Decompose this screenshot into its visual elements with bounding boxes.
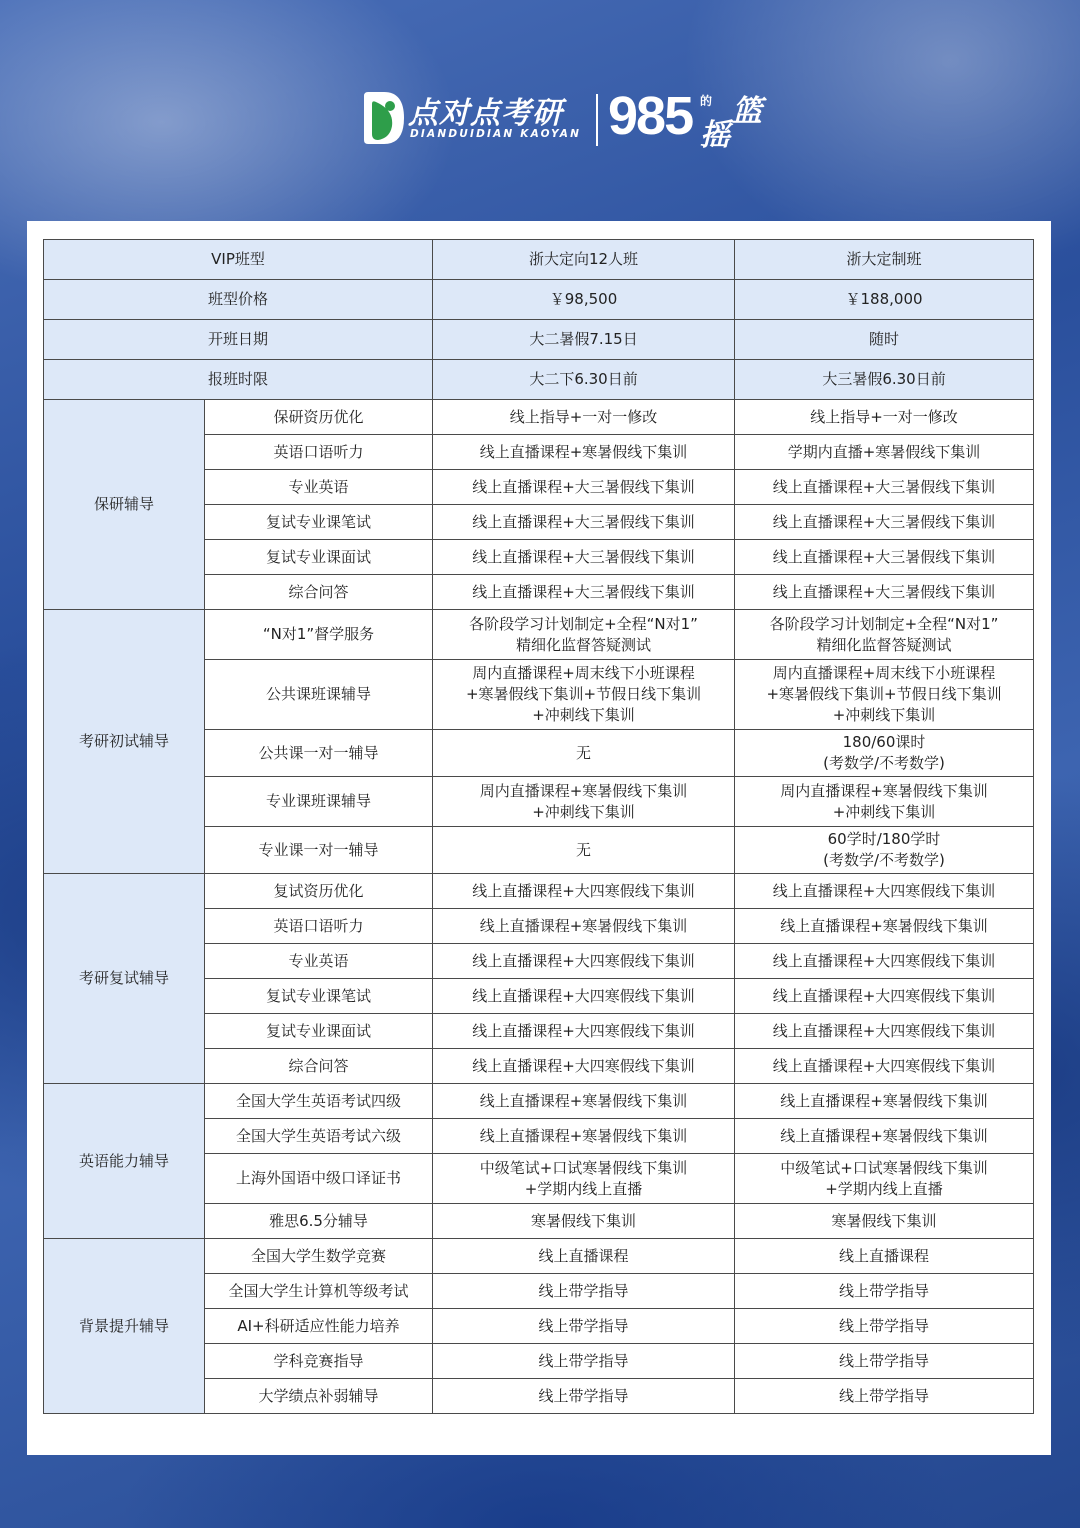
class-b-cell: 线上直播课程+大三暑假线下集训 <box>735 575 1034 610</box>
vip-table-body <box>44 240 1034 1414</box>
class-a-cell: 线上直播课程+寒暑假线下集训 <box>433 1119 735 1154</box>
header-label: 开班日期 <box>44 320 433 360</box>
category-cell: 考研复试辅导 <box>44 874 205 1084</box>
item-cell: 全国大学生英语考试六级 <box>205 1119 433 1154</box>
class-a-cell: 线上直播课程+大四寒假线下集训 <box>433 944 735 979</box>
class-b-cell: 寒暑假线下集训 <box>735 1204 1034 1239</box>
header-value-class-a: 大二下6.30日前 <box>433 360 735 400</box>
item-cell: 英语口语听力 <box>205 909 433 944</box>
class-b-cell: 线上直播课程+大四寒假线下集训 <box>735 944 1034 979</box>
table-row <box>44 1239 1034 1274</box>
class-b-cell: 线上直播课程+寒暑假线下集训 <box>735 1084 1034 1119</box>
class-b-cell: 线上直播课程+大三暑假线下集训 <box>735 505 1034 540</box>
class-a-cell: 线上直播课程+大四寒假线下集训 <box>433 1049 735 1084</box>
class-a-cell: 线上直播课程+大三暑假线下集训 <box>433 470 735 505</box>
class-b-cell: 180/60课时 (考数学/不考数学) <box>735 730 1034 777</box>
table-row <box>44 1084 1034 1119</box>
brand-logo-icon <box>360 90 406 146</box>
item-cell: 综合问答 <box>205 1049 433 1084</box>
item-cell: 专业英语 <box>205 944 433 979</box>
class-b-cell: 线上指导+一对一修改 <box>735 400 1034 435</box>
class-a-cell: 各阶段学习计划制定+全程“N对1” 精细化监督答疑测试 <box>433 610 735 660</box>
category-cell: 英语能力辅导 <box>44 1084 205 1239</box>
class-a-cell: 线上直播课程+大四寒假线下集训 <box>433 979 735 1014</box>
class-a-cell: 线上直播课程+寒暑假线下集训 <box>433 1084 735 1119</box>
class-b-cell: 线上带学指导 <box>735 1344 1034 1379</box>
class-b-cell: 各阶段学习计划制定+全程“N对1” 精细化监督答疑测试 <box>735 610 1034 660</box>
item-cell: 专业英语 <box>205 470 433 505</box>
header-row <box>44 360 1034 400</box>
brand-lan: 篮 <box>732 94 762 129</box>
header-value-class-a: 大二暑假7.15日 <box>433 320 735 360</box>
class-b-cell: 中级笔试+口试寒暑假线下集训 +学期内线上直播 <box>735 1154 1034 1204</box>
table-row <box>44 400 1034 435</box>
class-b-cell: 线上直播课程+大四寒假线下集训 <box>735 1014 1034 1049</box>
class-b-cell: 线上直播课程+大四寒假线下集训 <box>735 874 1034 909</box>
brand-985: 985 <box>608 86 693 146</box>
header-row <box>44 240 1034 280</box>
category-cell: 考研初试辅导 <box>44 610 205 874</box>
item-cell: 英语口语听力 <box>205 435 433 470</box>
header-row <box>44 280 1034 320</box>
brand-name-cn: 点对点考研 <box>408 96 563 131</box>
header-label: VIP班型 <box>44 240 433 280</box>
class-b-cell: 线上带学指导 <box>735 1274 1034 1309</box>
table-row <box>44 610 1034 660</box>
class-a-cell: 寒暑假线下集训 <box>433 1204 735 1239</box>
class-b-cell: 线上直播课程+寒暑假线下集训 <box>735 909 1034 944</box>
item-cell: 全国大学生数学竞赛 <box>205 1239 433 1274</box>
brand-divider <box>596 94 598 146</box>
item-cell: 学科竞赛指导 <box>205 1344 433 1379</box>
item-cell: “N对1”督学服务 <box>205 610 433 660</box>
class-b-cell: 线上直播课程+寒暑假线下集训 <box>735 1119 1034 1154</box>
header-value-class-b: 随时 <box>735 320 1034 360</box>
brand-name-en: DIANDUIDIAN KAOYAN <box>410 128 582 140</box>
item-cell: 专业课班课辅导 <box>205 777 433 827</box>
class-a-cell: 中级笔试+口试寒暑假线下集训 +学期内线上直播 <box>433 1154 735 1204</box>
item-cell: 复试专业课面试 <box>205 540 433 575</box>
class-b-cell: 线上直播课程+大四寒假线下集训 <box>735 1049 1034 1084</box>
class-b-cell: 线上直播课程+大三暑假线下集训 <box>735 470 1034 505</box>
class-a-cell: 周内直播课程+寒暑假线下集训 +冲刺线下集训 <box>433 777 735 827</box>
brand-header <box>360 86 780 153</box>
item-cell: 保研资历优化 <box>205 400 433 435</box>
item-cell: 上海外国语中级口译证书 <box>205 1154 433 1204</box>
class-a-cell: 线上直播课程+寒暑假线下集训 <box>433 909 735 944</box>
category-cell: 背景提升辅导 <box>44 1239 205 1414</box>
class-a-cell: 线上直播课程+大四寒假线下集训 <box>433 1014 735 1049</box>
class-a-cell: 线上带学指导 <box>433 1344 735 1379</box>
table-row <box>44 874 1034 909</box>
course-table-card <box>27 221 1051 1455</box>
class-a-cell: 线上直播课程+大三暑假线下集训 <box>433 540 735 575</box>
class-a-cell: 线上带学指导 <box>433 1274 735 1309</box>
class-a-cell: 线上带学指导 <box>433 1379 735 1414</box>
item-cell: 公共课一对一辅导 <box>205 730 433 777</box>
item-cell: 公共课班课辅导 <box>205 660 433 730</box>
header-label: 班型价格 <box>44 280 433 320</box>
item-cell: 复试专业课面试 <box>205 1014 433 1049</box>
item-cell: 大学绩点补弱辅导 <box>205 1379 433 1414</box>
header-value-class-b: ￥188,000 <box>735 280 1034 320</box>
class-b-cell: 线上带学指导 <box>735 1309 1034 1344</box>
item-cell: 复试资历优化 <box>205 874 433 909</box>
class-a-cell: 线上带学指导 <box>433 1309 735 1344</box>
header-label: 报班时限 <box>44 360 433 400</box>
class-b-cell: 周内直播课程+周末线下小班课程 +寒暑假线下集训+节假日线下集训 +冲刺线下集训 <box>735 660 1034 730</box>
class-b-cell: 线上直播课程+大四寒假线下集训 <box>735 979 1034 1014</box>
class-b-cell: 线上带学指导 <box>735 1379 1034 1414</box>
header-value-class-b: 浙大定制班 <box>735 240 1034 280</box>
class-a-cell: 线上直播课程+大四寒假线下集训 <box>433 874 735 909</box>
item-cell: 全国大学生英语考试四级 <box>205 1084 433 1119</box>
class-b-cell: 周内直播课程+寒暑假线下集训 +冲刺线下集训 <box>735 777 1034 827</box>
class-a-cell: 无 <box>433 730 735 777</box>
class-b-cell: 学期内直播+寒暑假线下集训 <box>735 435 1034 470</box>
header-value-class-b: 大三暑假6.30日前 <box>735 360 1034 400</box>
item-cell: AI+科研适应性能力培养 <box>205 1309 433 1344</box>
class-a-cell: 无 <box>433 827 735 874</box>
item-cell: 专业课一对一辅导 <box>205 827 433 874</box>
vip-class-table <box>43 239 1034 1414</box>
class-a-cell: 周内直播课程+周末线下小班课程 +寒暑假线下集训+节假日线下集训 +冲刺线下集训 <box>433 660 735 730</box>
class-a-cell: 线上直播课程+大三暑假线下集训 <box>433 505 735 540</box>
item-cell: 全国大学生计算机等级考试 <box>205 1274 433 1309</box>
class-b-cell: 线上直播课程+大三暑假线下集训 <box>735 540 1034 575</box>
class-b-cell: 60学时/180学时 (考数学/不考数学) <box>735 827 1034 874</box>
class-b-cell: 线上直播课程 <box>735 1239 1034 1274</box>
item-cell: 复试专业课笔试 <box>205 979 433 1014</box>
category-cell: 保研辅导 <box>44 400 205 610</box>
header-row <box>44 320 1034 360</box>
class-a-cell: 线上指导+一对一修改 <box>433 400 735 435</box>
class-a-cell: 线上直播课程 <box>433 1239 735 1274</box>
brand-de: 的 <box>700 94 713 108</box>
item-cell: 综合问答 <box>205 575 433 610</box>
item-cell: 复试专业课笔试 <box>205 505 433 540</box>
class-a-cell: 线上直播课程+大三暑假线下集训 <box>433 575 735 610</box>
brand-yao: 摇 <box>700 118 730 153</box>
class-a-cell: 线上直播课程+寒暑假线下集训 <box>433 435 735 470</box>
header-value-class-a: ￥98,500 <box>433 280 735 320</box>
item-cell: 雅思6.5分辅导 <box>205 1204 433 1239</box>
header-value-class-a: 浙大定向12人班 <box>433 240 735 280</box>
